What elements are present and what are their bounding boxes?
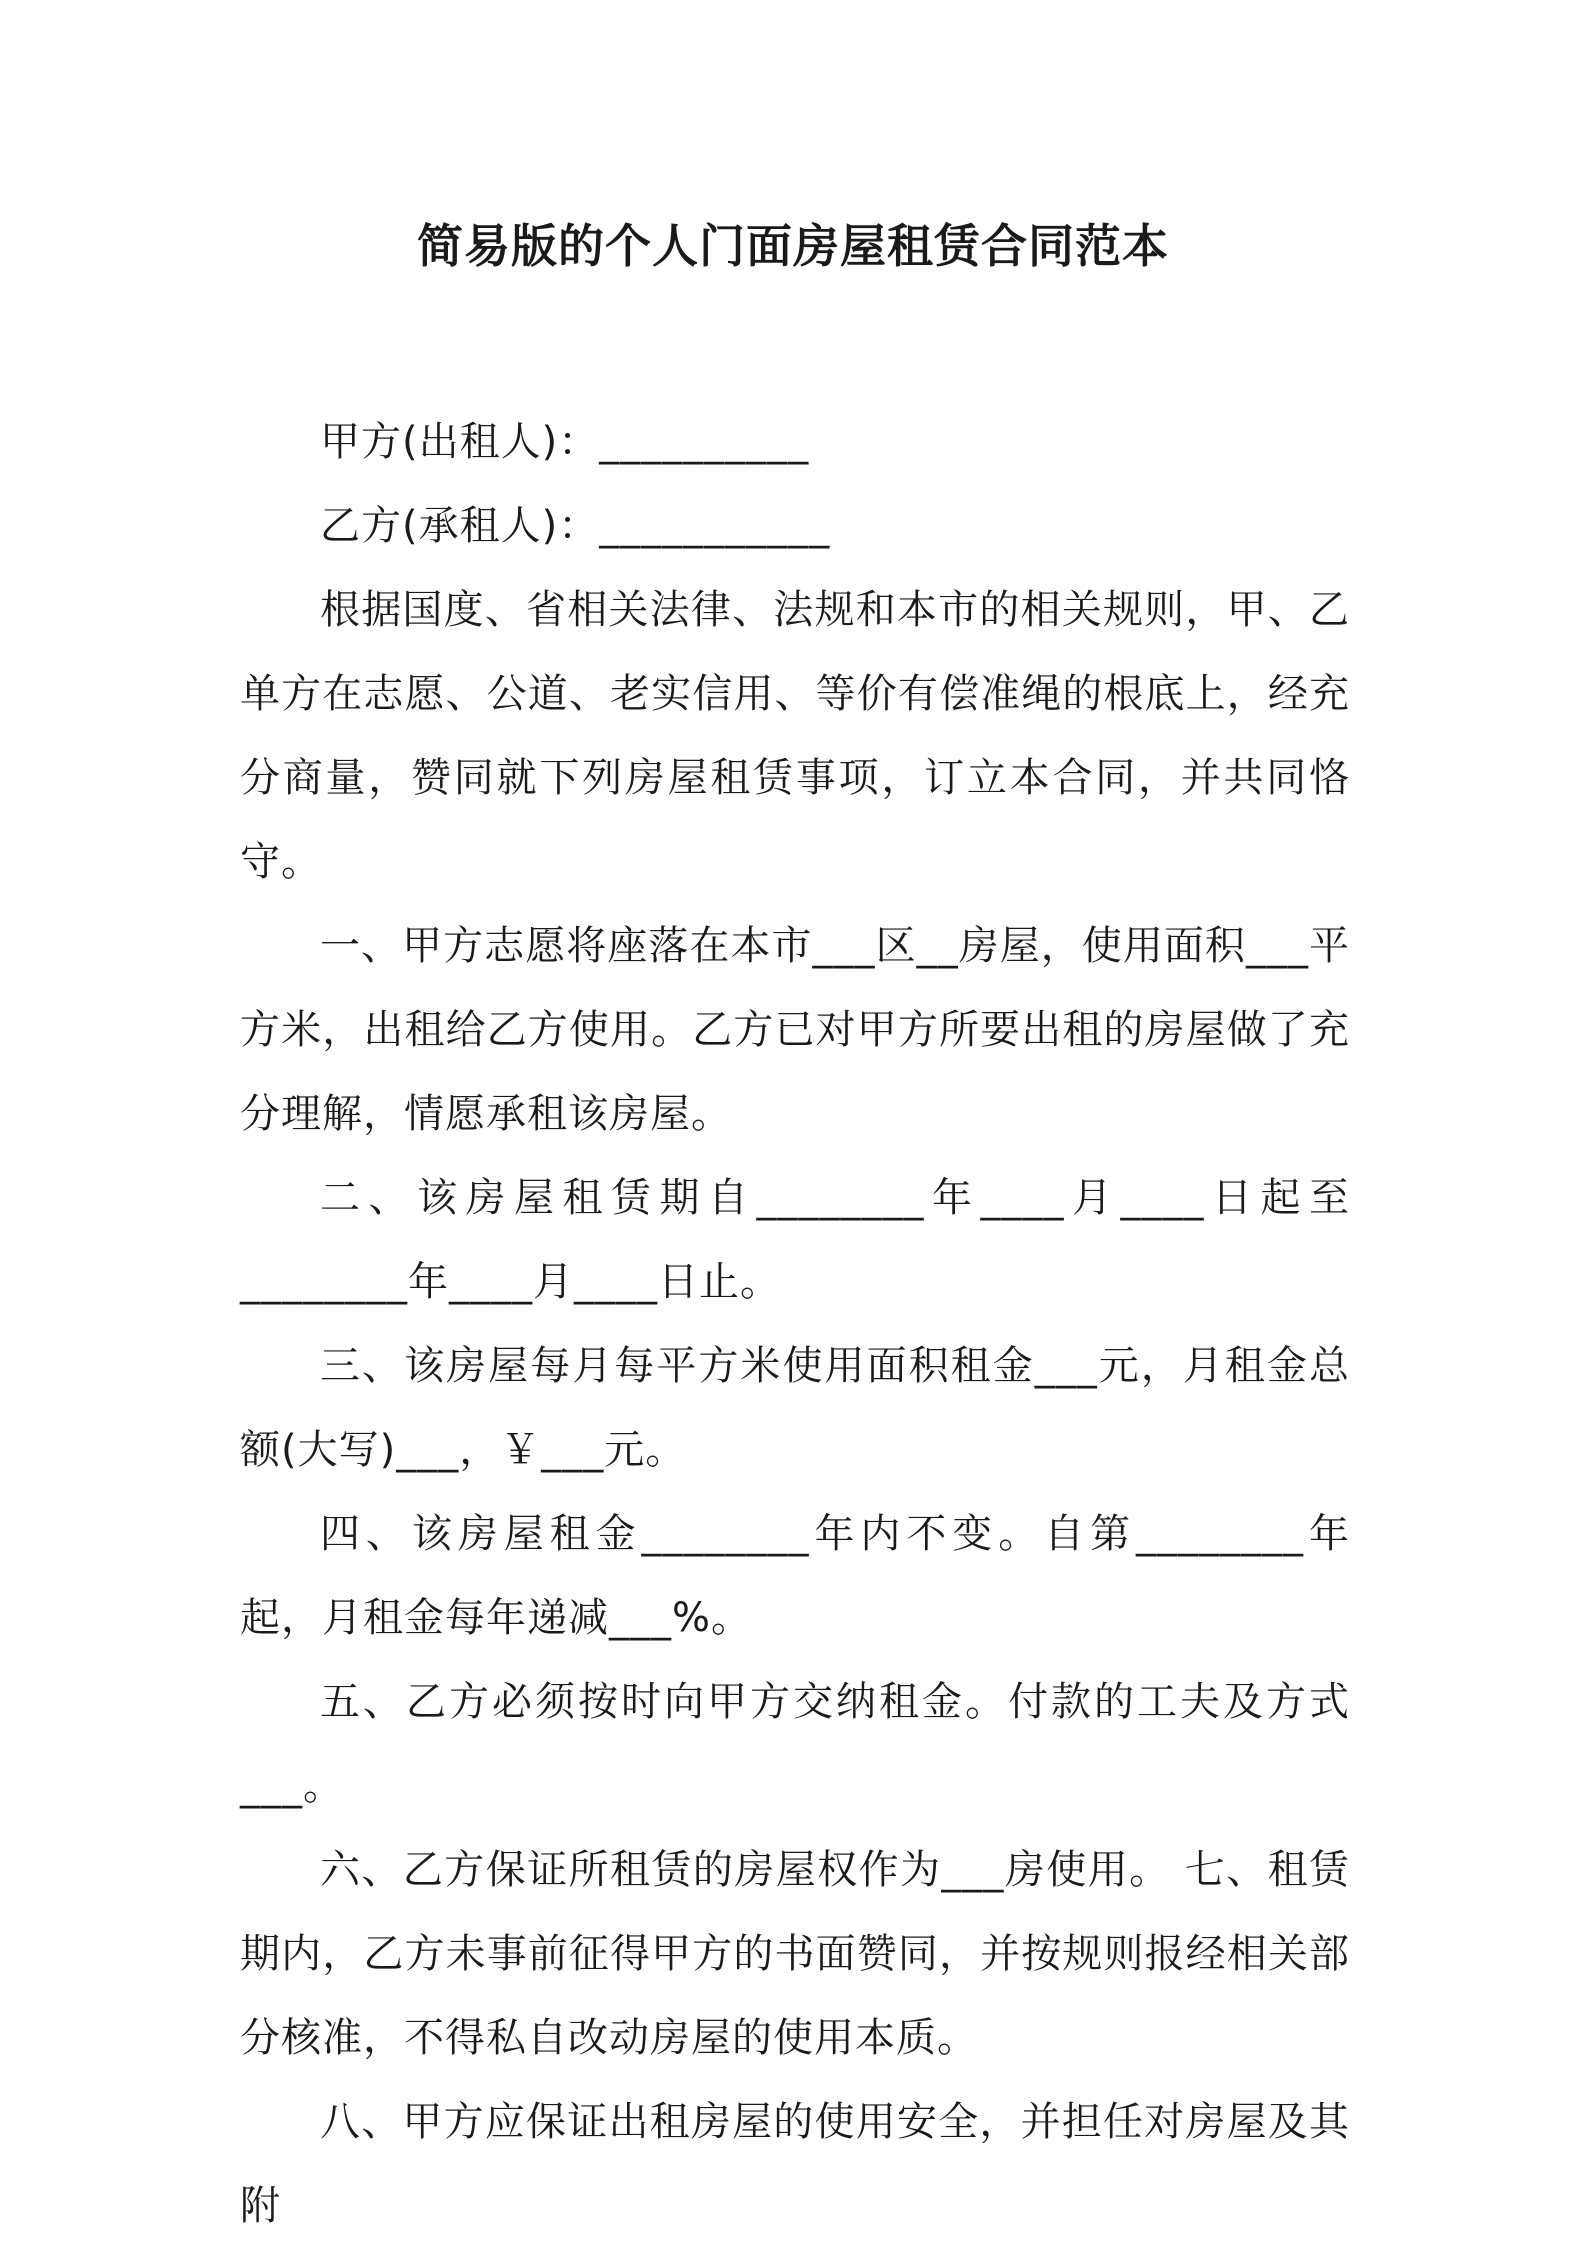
clause-1: 一、甲方志愿将座落在本市___区__房屋，使用面积___平方米，出租给乙方使用。乙方已对甲方所要出租的房屋做了充分理解，情愿承租该房屋。 [240,923,1350,1137]
clause-2: 二、该房屋租赁期自________年____月____日起至________年____月____日止。 [240,1175,1350,1305]
clause-3: 三、该房屋每月每平方米使用面积租金___元，月租金总额(大写)___，￥___元。 [240,1343,1350,1473]
clause-5: 五、乙方必须按时向甲方交纳租金。付款的工夫及方式___。 [240,1679,1350,1809]
clause-8: 八、甲方应保证出租房屋的使用安全，并担任对房屋及其附 [240,2099,1350,2229]
party-a-line: 甲方(出租人)：__________ [320,419,810,465]
preamble-paragraph: 根据国度、省相关法律、法规和本市的相关规则，甲、乙单方在志愿、公道、老实信用、等价有偿准绳的根底上，经充分商量，赞同就下列房屋租赁事项，订立本合同，并共同恪守。 [240,587,1350,885]
document-title: 简易版的个人门面房屋租赁合同范本 [417,219,1169,273]
party-b-line: 乙方(承租人)：___________ [320,503,831,549]
clause-4: 四、该房屋租金________年内不变。自第________年起，月租金每年递减___%。 [240,1511,1350,1641]
clause-6-7: 六、乙方保证所租赁的房屋权作为___房使用。 七、租赁期内，乙方未事前征得甲方的书面赞同，并按规则报经相关部分核准，不得私自改动房屋的使用本质。 [240,1847,1350,2061]
document-body [240,400,1350,2248]
